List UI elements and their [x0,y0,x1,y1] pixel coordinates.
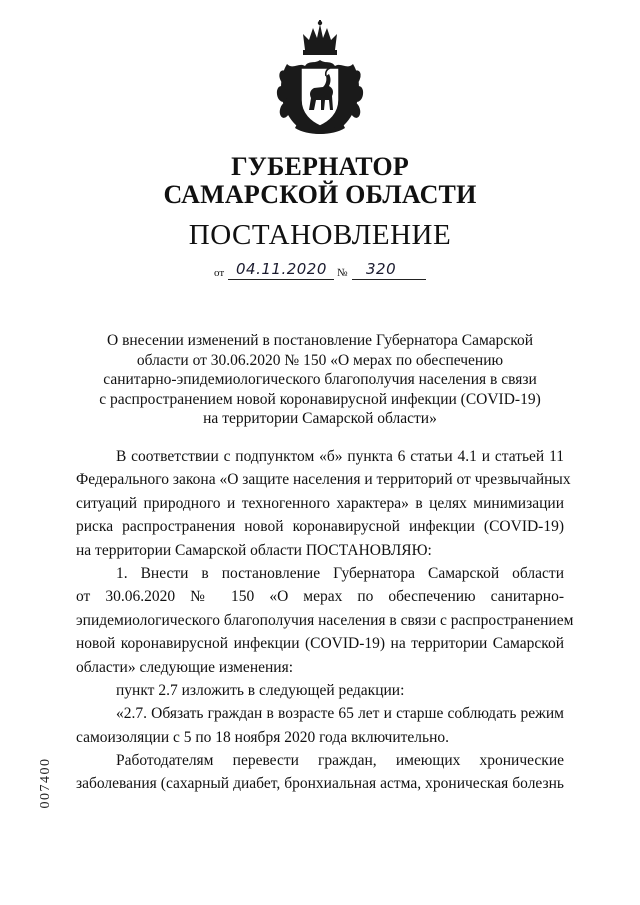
body-line: риска распространения новой коронавирусной инфекции (COVID-19) [76,518,564,536]
date-label: от [214,267,225,279]
body-line: ситуаций природного и техногенного характера» в целях минимизации [76,494,564,512]
body-line: пункт 2.7 изложить в следующей редакции: [116,681,405,699]
body-line: области» следующие изменения: [76,658,294,676]
body-line: «2.7. Обязать граждан в возрасте 65 лет и старше соблюдать режим [116,705,564,723]
number-label: № [337,267,348,279]
body-line: новой коронавирусной инфекции (COVID-19) на территории Самарской [76,635,564,653]
coat-of-arms-samara-icon [273,20,367,140]
subject-line: на территории Самарской области» [203,410,437,427]
body-line: Работодателям перевести граждан, имеющих хронические [116,752,564,770]
side-registration-code [36,748,56,818]
body-line: В соответствии с подпунктом «б» пункта 6 статьи 4.1 и статьей 11 [116,448,564,465]
date-value: 04.11.2020 [236,260,327,278]
body-line: заболевания (сахарный диабет, бронхиальная астма, хроническая болезнь [76,775,564,793]
body-line: эпидемиологического благополучия населения в связи с распространением [76,611,574,629]
side-code-text: 007400 [38,757,53,809]
body-line: на территории Самарской области ПОСТАНОВЛЯЮ: [76,541,432,559]
document-type-title: ПОСТАНОВЛЕНИЕ [188,219,452,251]
subject-line: санитарно-эпидемиологического благополучия населения в связи [103,371,537,388]
subject-line: области от 30.06.2020 № 150 «О мерах по обеспечению [136,351,504,369]
body-line: самоизоляции с 5 по 18 ноября 2020 года включительно. [76,728,450,746]
dateline [200,260,460,282]
body-line: Федерального закона «О защите населения и территорий от чрезвычайных [76,471,571,489]
body-line: от 30.06.2020 № 150 «О мерах по обеспечению санитарно- [76,588,564,606]
number-underline [352,279,426,280]
issuer-title-line1: ГУБЕРНАТОР [231,152,409,181]
subject-line: О внесении изменений в постановление Губернатора Самарской [107,332,533,349]
number-value: 320 [366,260,397,278]
document-subject [80,331,560,429]
date-underline [228,279,334,280]
subject-line: с распространением новой коронавирусной инфекции (COVID-19) [99,390,541,408]
body-line: 1. Внести в постановление Губернатора Самарской области [116,564,564,582]
document-body [76,445,574,796]
issuer-title-line2: САМАРСКОЙ ОБЛАСТИ [163,180,477,209]
